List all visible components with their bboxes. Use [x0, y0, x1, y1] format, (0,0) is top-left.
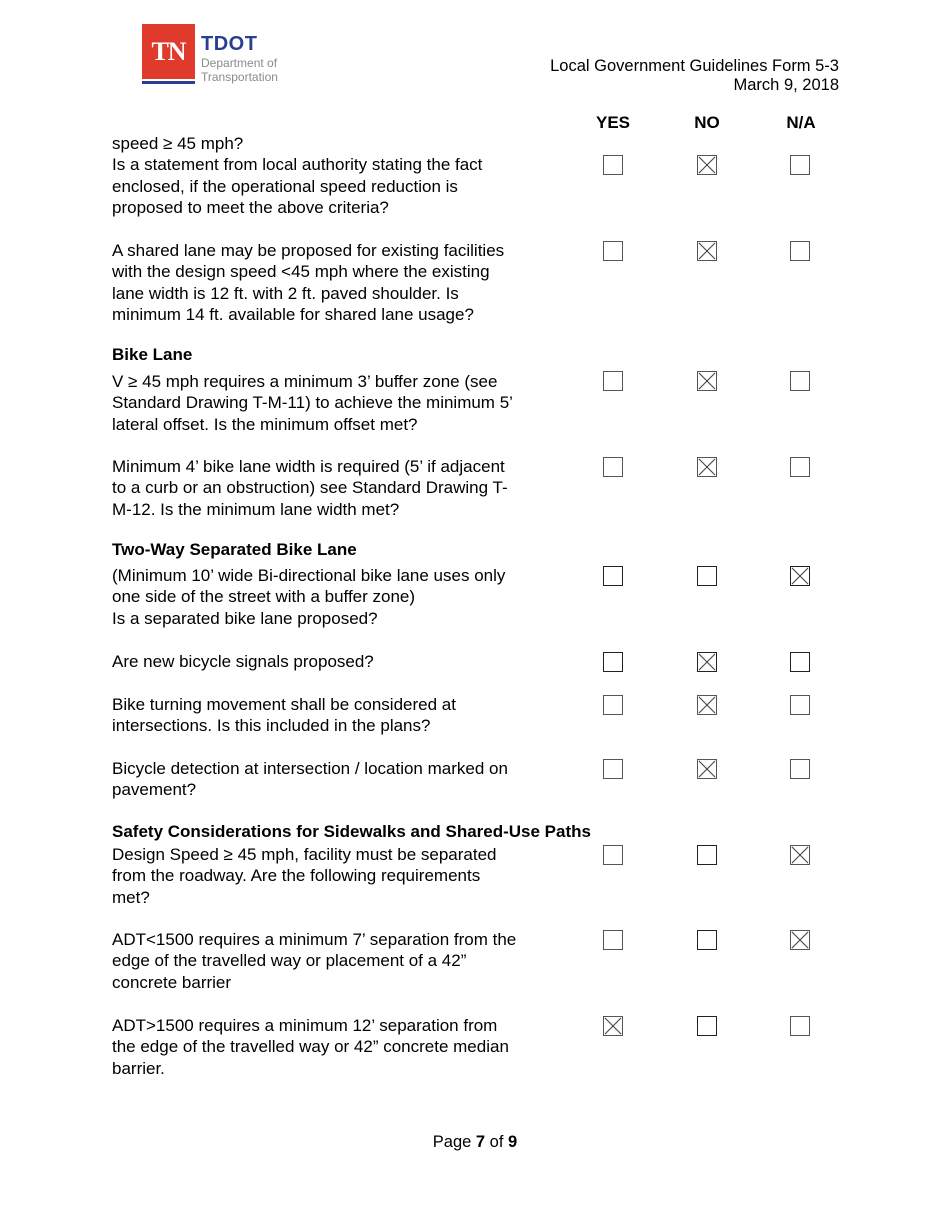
checkbox-yes[interactable] — [603, 1016, 623, 1036]
question-line: A shared lane may be proposed for existing facilities — [112, 241, 505, 260]
question-line: Are new bicycle signals proposed? — [112, 652, 374, 671]
question-text — [112, 694, 567, 737]
checkbox-yes[interactable] — [603, 371, 623, 391]
checkbox-yes[interactable] — [603, 457, 623, 477]
checkbox-na[interactable] — [790, 695, 810, 715]
question-line: concrete barrier — [112, 972, 232, 992]
tdot-logo — [142, 24, 292, 86]
checkbox-yes[interactable] — [603, 566, 623, 586]
checkbox-na[interactable] — [790, 845, 810, 865]
question-line: with the design speed <45 mph where the existing — [112, 262, 490, 282]
question-line: proposed to meet the above criteria? — [112, 197, 389, 217]
question-line: ADT>1500 requires a minimum 12’ separation from — [112, 1016, 498, 1035]
question-line: speed ≥ 45 mph? — [112, 134, 244, 153]
question-text — [112, 565, 567, 629]
checkbox-x-mark-icon — [698, 242, 716, 260]
question-line: enclosed, if the operational speed reduction is — [112, 176, 458, 196]
question-line: Minimum 4’ bike lane width is required (5’ if adjacent — [112, 457, 505, 476]
checkbox-x-mark-icon — [698, 696, 716, 714]
checkbox-x-mark-icon — [698, 156, 716, 174]
checkbox-no[interactable] — [697, 652, 717, 672]
section-heading-bike-lane: Bike Lane — [112, 345, 193, 364]
question-line: minimum 14 ft. available for shared lane usage? — [112, 304, 474, 324]
footer-of: of — [485, 1133, 509, 1151]
question-line: edge of the travelled way or placement of a 42” — [112, 951, 467, 971]
checkbox-na[interactable] — [790, 155, 810, 175]
question-text — [112, 929, 567, 993]
column-header-yes: YES — [595, 113, 631, 132]
question-text — [112, 240, 567, 325]
question-text — [112, 133, 567, 218]
form-title: Local Government Guidelines Form 5-3 — [550, 57, 839, 75]
checkbox-na[interactable] — [790, 930, 810, 950]
logo-underline — [142, 81, 195, 84]
question-line: ADT<1500 requires a minimum 7’ separation from the — [112, 930, 517, 949]
question-line: Bicycle detection at intersection / location marked on — [112, 759, 508, 778]
column-header-na: N/A — [786, 113, 816, 132]
page-footer — [0, 1133, 950, 1152]
question-line: (Minimum 10’ wide Bi-directional bike lane uses only — [112, 566, 506, 585]
checkbox-na[interactable] — [790, 759, 810, 779]
question-row — [112, 565, 567, 629]
question-row — [112, 456, 567, 520]
checkbox-x-mark-icon — [791, 567, 809, 585]
question-row — [112, 133, 567, 218]
checkbox-yes[interactable] — [603, 652, 623, 672]
question-line: from the roadway. Are the following requirements — [112, 866, 481, 886]
form-date: March 9, 2018 — [733, 76, 839, 94]
question-text — [112, 844, 567, 908]
tn-logo-mark: TN — [142, 24, 195, 79]
checkbox-no[interactable] — [697, 695, 717, 715]
question-row — [112, 240, 567, 325]
current-page-number: 7 — [475, 1133, 486, 1151]
checkbox-no[interactable] — [697, 371, 717, 391]
question-line: intersections. Is this included in the plans? — [112, 716, 431, 736]
question-line: met? — [112, 887, 150, 907]
logo-subtitle — [201, 56, 301, 84]
logo-name: TDOT — [201, 33, 258, 55]
question-line: the edge of the travelled way or 42” concrete median — [112, 1037, 509, 1057]
question-line: M-12. Is the minimum lane width met? — [112, 499, 400, 519]
question-line: barrier. — [112, 1058, 165, 1078]
question-row — [112, 371, 567, 435]
checkbox-na[interactable] — [790, 241, 810, 261]
checkbox-na[interactable] — [790, 566, 810, 586]
checkbox-yes[interactable] — [603, 241, 623, 261]
question-line: Standard Drawing T-M-11) to achieve the minimum 5’ — [112, 393, 513, 413]
question-row — [112, 929, 567, 993]
checkbox-yes[interactable] — [603, 845, 623, 865]
column-header-no: NO — [694, 113, 720, 132]
total-pages: 9 — [508, 1133, 518, 1151]
checkbox-x-mark-icon — [698, 653, 716, 671]
logo-subtitle-line1: Department of — [201, 56, 278, 70]
checkbox-x-mark-icon — [698, 372, 716, 390]
question-text — [112, 371, 567, 435]
question-text — [112, 758, 567, 801]
checkbox-yes[interactable] — [603, 695, 623, 715]
checkbox-no[interactable] — [697, 241, 717, 261]
question-text — [112, 456, 567, 520]
checkbox-no[interactable] — [697, 566, 717, 586]
document-header — [550, 57, 839, 95]
checkbox-na[interactable] — [790, 371, 810, 391]
question-row — [112, 1015, 567, 1079]
question-row — [112, 844, 567, 908]
checkbox-no[interactable] — [697, 759, 717, 779]
checkbox-no[interactable] — [697, 930, 717, 950]
question-line: one side of the street with a buffer zone) — [112, 587, 416, 607]
question-line: lane width is 12 ft. with 2 ft. paved shoulder. Is — [112, 283, 459, 303]
section-heading-safety: Safety Considerations for Sidewalks and Shared-Use Paths — [112, 822, 591, 841]
checkbox-no[interactable] — [697, 845, 717, 865]
question-row — [112, 651, 567, 672]
checkbox-x-mark-icon — [791, 846, 809, 864]
question-line: Is a separated bike lane proposed? — [112, 608, 378, 628]
checkbox-na[interactable] — [790, 1016, 810, 1036]
checkbox-no[interactable] — [697, 457, 717, 477]
checkbox-x-mark-icon — [791, 931, 809, 949]
question-line: to a curb or an obstruction) see Standard Drawing T- — [112, 478, 508, 498]
checkbox-x-mark-icon — [604, 1017, 622, 1035]
checkbox-x-mark-icon — [698, 760, 716, 778]
question-line: pavement? — [112, 780, 197, 800]
footer-prefix: Page — [432, 1133, 476, 1151]
checkbox-no[interactable] — [697, 155, 717, 175]
question-row — [112, 694, 567, 737]
checkbox-no[interactable] — [697, 1016, 717, 1036]
question-line: lateral offset. Is the minimum offset met? — [112, 414, 418, 434]
question-line: Is a statement from local authority stating the fact — [112, 155, 483, 175]
checkbox-x-mark-icon — [698, 458, 716, 476]
question-line: Bike turning movement shall be considered at — [112, 695, 456, 714]
question-text — [112, 651, 567, 672]
checkbox-yes[interactable] — [603, 930, 623, 950]
question-row — [112, 758, 567, 801]
checkbox-na[interactable] — [790, 457, 810, 477]
checkbox-yes[interactable] — [603, 759, 623, 779]
question-text — [112, 1015, 567, 1079]
checkbox-yes[interactable] — [603, 155, 623, 175]
checkbox-na[interactable] — [790, 652, 810, 672]
question-line: Design Speed ≥ 45 mph, facility must be separated — [112, 845, 497, 864]
question-line: V ≥ 45 mph requires a minimum 3’ buffer zone (see — [112, 372, 498, 391]
section-heading-two-way: Two-Way Separated Bike Lane — [112, 540, 357, 559]
logo-subtitle-line2: Transportation — [201, 70, 278, 84]
